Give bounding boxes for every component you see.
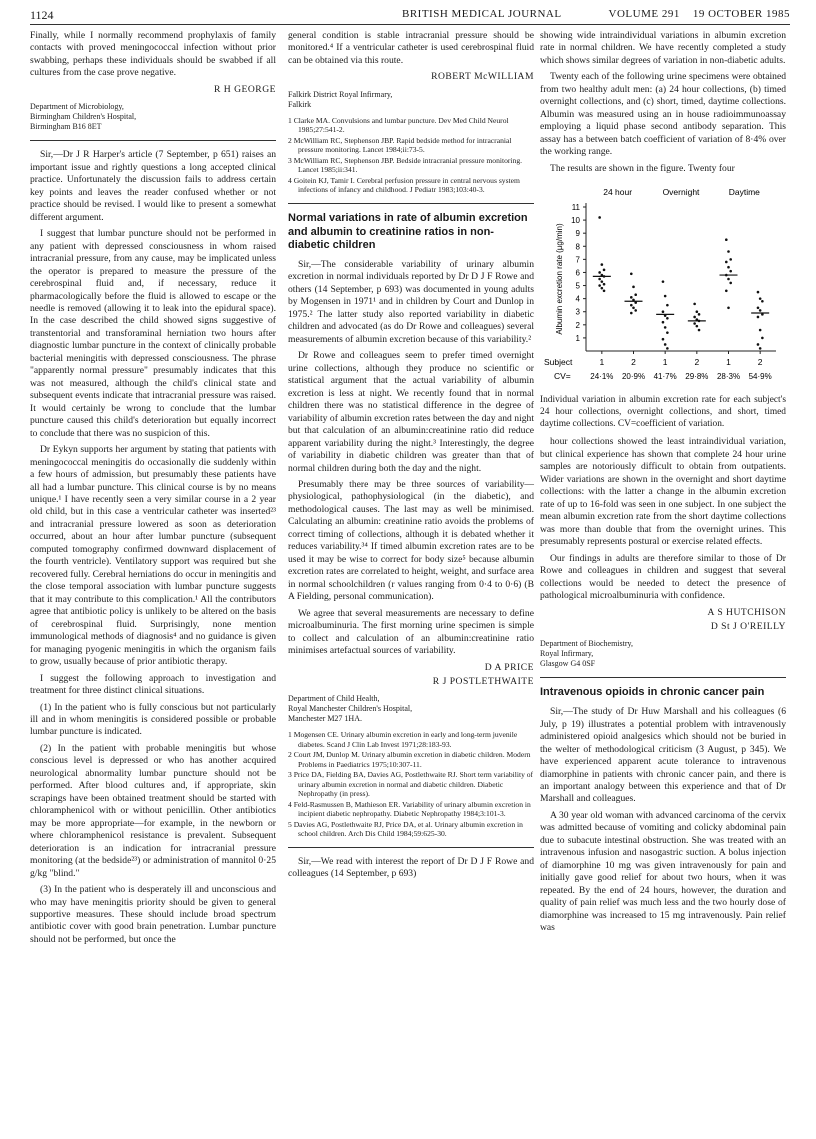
data-point xyxy=(630,304,633,307)
data-point xyxy=(662,280,665,283)
y-tick-label: 8 xyxy=(575,242,580,252)
paragraph: Dr Eykyn supports her argument by stating that patients with meningococcal meningitis do occasionally die suddenly within a few hours of admission, but presumably these patients have all had a lumbar puncture. This clinical course is by no means unique.¹ I have recently seen a very similar course in a 2 year old child, but in this case a ventricular catheter was inserted²³ and intracranial pressure lowered as soon as deterioration occurred, about an hour after lumbar puncture (subsequent computed tomography confirmed downward displacement of the fourth ventricle). Ventilatory support was required but she recovered fully. Cerebral herniations do occur in meningitis and the close temporal association with lumbar puncture suggests that it may contribute to this complication.¹ All the contributors agree that antibiotic policy is unlikely to be altered on the basis of cerebrospinal fluid. Surprisingly, none mention immunological methods of diagnosis⁴ and no guidance is given for managing pyogenic meningitis in which the organism fails to grow, usually because of prior antibiotic therapy. xyxy=(30,444,276,668)
data-point xyxy=(725,239,728,242)
reference: 4 Goitein KJ, Tamir I. Cerebral perfusion pressure in central nervous system infections of infancy and childhood. J Pediatr 1983;103:40-3. xyxy=(288,175,520,195)
paragraph: Twenty each of the following urine specimens were obtained from two healthy adult men: (a) 24 hour collections, (b) timed overnight collections, and (c) short, timed, daytime collections. Albumin was measured using an in house radioimmunoassay employing a liquid phase second antibody separation. This assay has a between batch coefficient of variation of 8·4% over the working range. xyxy=(540,71,786,158)
y-tick-label: 9 xyxy=(575,229,580,239)
subject-label: 1 xyxy=(726,357,731,368)
data-point xyxy=(757,307,760,310)
paragraph: Presumably there may be three sources of variability—physiological, pathophysiological (in the diabetic), and methodological causes. The last may as well be minimised. Calculating an albumin: creatinine ratio avoids the problems of correct timing of collections, although it is debated whether it reduces variability.³⁴ If timed albumin excretion rates are to be used it may be wise to correct for body size⁵ because albumin excretion rates are correlated to height, weight, and surface area in normal schoolchildren (r values ranging from 0·4 to 0·6) (B A Fielding, personal communication). xyxy=(288,478,534,603)
paragraph: (3) In the patient who is desperately ill and unconscious and who may have meningitis priority should be given to general supportive measures. These should include broad spectrum antibiotic cover with good brain penetration. Lumbar puncture should not be performed, but once the xyxy=(30,884,276,945)
paragraph: general condition is stable intracranial pressure should be monitored.⁴ If a ventricular catheter is used cerebrospinal fluid can be obtained via this route. xyxy=(288,30,534,66)
data-point xyxy=(761,337,764,340)
column-2 xyxy=(288,30,534,885)
data-point xyxy=(757,291,760,294)
scatter-chart xyxy=(540,179,786,393)
reference: 3 McWilliam RC, Stephenson JBP. Bedside intracranial pressure monitoring. Lancet 1985;ii:341. xyxy=(288,155,523,175)
data-point xyxy=(662,311,665,314)
data-point xyxy=(598,271,601,274)
data-point xyxy=(601,263,604,266)
data-point xyxy=(598,278,601,281)
data-point xyxy=(666,332,669,335)
signature: D St J O'REILLY xyxy=(710,620,786,632)
data-point xyxy=(757,343,760,346)
y-tick-label: 6 xyxy=(575,268,580,278)
paragraph: Sir,—The considerable variability of urinary albumin excretion in normal individuals reported by Dr D J F Rowe and others (14 September, p 693) was documented in young adults by Mogensen in 1971¹ and in children by Court and Dunlop in 1975.² The latter study also reported variability in diabetic children and advocated (as do Dr Rowe and colleagues) several measurements of albumin excretion because of this variability.² xyxy=(288,259,534,345)
figure-caption: Individual variation in albumin excretion rate for each subject's 24 hour collections, overnight collections, and short, timed daytime collections. CV=coefficient of variation. xyxy=(540,395,786,429)
data-point xyxy=(664,326,667,329)
reference-list xyxy=(288,116,534,195)
data-point xyxy=(630,273,633,276)
data-point xyxy=(693,316,696,319)
paragraph: We agree that several measurements are necessary to define microalbuminuria. The first morning urine specimen is simple to collect and calculation of an albumin:creatinine ratio minimises artefactual sources of variability. xyxy=(288,607,534,657)
data-point xyxy=(729,282,732,285)
y-tick-label: 2 xyxy=(575,320,580,330)
cv-value: 24·1% xyxy=(590,372,614,382)
reference: 4 Feld-Rasmussen B, Mathieson ER. Variability of urinary albumin excretion in incipient diabetic nephropathy. Diabetic Nephropathy 1984;3:101-3. xyxy=(288,799,531,819)
signature: A S HUTCHISON xyxy=(707,606,786,618)
issue-info: VOLUME 291 19 OCTOBER 1985 xyxy=(608,8,790,20)
data-point xyxy=(603,283,606,286)
data-point xyxy=(729,258,732,261)
subject-label: 1 xyxy=(662,357,668,368)
article-heading: Intravenous opioids in chronic cancer pain xyxy=(540,686,765,699)
paragraph: Sir,—Dr J R Harper's article (7 September, p 651) raises an important issue and rightly questions a long accepted clinical practice. Unfortunately the discussion fails to address certain key points and leaves the reader confused whether or not practice should be revised. I would like to present a somewhat different argument. xyxy=(30,149,276,223)
paragraph: A 30 year old woman with advanced carcinoma of the cervix was admitted because of vomiting and colicky abdominal pain due to subacute intestinal obstruction. She was treated with an intravenous infusion and nasogastric suction. A bolus injection of diamorphine 10 mg was given intravenously for pain and initially gave good relief for about two hours, when it was repeated. By the end of 24 hours, however, the duration and quality of pain relief was much less and the two hourly dose of diamorphine was increased to 15 mg intravenously. Pain relief was xyxy=(540,809,786,934)
running-header xyxy=(30,6,790,25)
data-point xyxy=(729,270,732,273)
data-point xyxy=(693,303,696,306)
subject-label: 1 xyxy=(599,357,605,368)
signature: ROBERT McWILLIAM xyxy=(431,71,534,83)
data-point xyxy=(664,343,667,346)
data-point xyxy=(727,266,730,269)
data-point xyxy=(603,290,606,293)
cv-value: 29·8% xyxy=(685,372,709,382)
data-point xyxy=(759,347,762,350)
group-label: 24 hour xyxy=(603,187,633,198)
address: Department of Microbiology, Birmingham Children's Hospital, Birmingham B16 8ET xyxy=(30,102,137,132)
y-tick-label: 11 xyxy=(571,203,580,213)
data-point xyxy=(727,250,730,253)
data-point xyxy=(727,307,730,310)
data-point xyxy=(759,309,762,312)
paragraph: showing wide intraindividual variations in albumin excretion rate in normal children. We have recently completed a study which shows similar degrees of variation in non-diabetic adults. xyxy=(540,30,786,66)
data-point xyxy=(698,329,701,332)
data-point xyxy=(696,325,699,328)
reference: 1 Mogensen CE. Urinary albumin excretion in early and long-term juvenile diabetes. Scand J Clin Lab Invest 1971;28:183-93. xyxy=(288,730,518,749)
paragraph: Our findings in adults are therefore similar to those of Dr Rowe and colleagues in children and suggest that several collections would be needed to detect the presence of pathological microalbuminuria with confidence. xyxy=(540,552,786,602)
page-number: 1124 xyxy=(30,8,54,22)
address: Falkirk District Royal Infirmary, Falkirk xyxy=(288,89,393,109)
data-point xyxy=(666,304,669,307)
data-point xyxy=(666,317,669,320)
y-axis-label: Albumin excretion rate (µg/min) xyxy=(555,223,564,335)
divider xyxy=(288,203,534,204)
paragraph: Finally, while I normally recommend prophylaxis of family contacts with proved meningococcal infection without prior swabbing, perhaps these individuals should be swabbed if all cultures from the case prove negative. xyxy=(30,30,276,79)
paragraph: Dr Rowe and colleagues seem to prefer timed overnight urine collections, although they produce no scientific or statistical argument that the actual variability of albumin excretion is less at night. We recently found that in normal children there was no statistical difference in the degree of variability of albumin excretion rates between the day and night but that calculation of an albumin:creatinine ratio did reduce apparent variability during the night.³ Interestingly, the degree of variability in diabetic children was greater than that of normal children during both the day and the night. xyxy=(288,350,534,474)
albumin-figure xyxy=(540,179,786,393)
group-label: Overnight xyxy=(662,187,700,198)
reference-list xyxy=(288,730,534,838)
data-point xyxy=(696,311,699,314)
y-tick-label: 1 xyxy=(575,334,580,344)
signature: R J POSTLETHWAITE xyxy=(432,676,534,687)
group-label: Daytime xyxy=(728,187,760,198)
y-tick-label: 7 xyxy=(575,255,580,265)
data-point xyxy=(698,313,701,316)
data-point xyxy=(757,316,760,319)
data-point xyxy=(759,297,762,300)
reference: 2 McWilliam RC, Stephenson JBP. Rapid bedside method for intracranial pressure monitoring. Lancet 1984;ii:73-5. xyxy=(288,135,512,155)
address: Department of Biochemistry, Royal Infirmary, Glasgow G4 0SF xyxy=(540,639,634,669)
y-tick-label: 4 xyxy=(575,294,580,304)
data-point xyxy=(601,280,604,283)
data-point xyxy=(630,312,633,315)
subject-label: 2 xyxy=(694,357,700,368)
paragraph: The results are shown in the figure. Twenty four xyxy=(550,162,735,174)
paragraph: hour collections showed the least intraindividual variation, but clinical experience has shown that complete 24 hour urine samples are notoriously difficult to obtain from outpatients. Wider variations are shown in the overnight and short daytime collections: with the latter a change in the albumin excretion rate of up to 16-fold was seen in one subject. In one subject the mean albumin excretion rate from the short daytime collections was more than double that from the overnight urines. This presumably represents postural or exercise related effects. xyxy=(540,436,786,548)
data-point xyxy=(632,286,635,289)
reference: 3 Price DA, Fielding BA, Davies AG, Postlethwaite RJ. Short term variability of urinary albumin excretion in normal and diabetic children. Diabetic Nephropathy (in press). xyxy=(288,770,534,799)
data-point xyxy=(632,307,635,310)
data-point xyxy=(603,269,606,272)
reference: 1 Clarke MA. Convulsions and lumbar puncture. Dev Med Child Neurol 1985;27:541-2. xyxy=(288,115,509,135)
data-point xyxy=(725,261,728,264)
journal-title: BRITISH MEDICAL JOURNAL xyxy=(402,8,562,20)
paragraph: I suggest the following approach to investigation and treatment for three distinct clinical situations. xyxy=(30,672,276,697)
address: Department of Child Health, Royal Manchester Children's Hospital, Manchester M27 1HA. xyxy=(288,694,413,724)
data-point xyxy=(727,278,730,281)
divider xyxy=(288,847,534,848)
reference: 5 Davies AG, Postlethwaite RJ, Price DA, et al. Urinary albumin excretion in school children. Arch Dis Child 1984;59:625-30. xyxy=(288,819,523,839)
divider xyxy=(540,677,786,678)
subject-axis-label: Subject xyxy=(544,357,573,368)
data-point xyxy=(761,300,764,303)
signature: D A PRICE xyxy=(484,661,534,673)
data-point xyxy=(598,284,601,287)
cv-value: 28·3% xyxy=(716,372,741,382)
subject-label: 2 xyxy=(757,357,763,368)
data-point xyxy=(634,309,637,312)
paragraph: I suggest that lumbar puncture should not be performed in any patient with depressed consciousness in whom raised intracranial pressure, from any cause, may be implicated unless the operator is prepared to measure the pressure of the cerebrospinal fluid and, if necessary, reduce it pharmacologically before the fluid is allowed to escape or the needle is removed (allowing it to leak into the epidural space). In the case described the child showed signs suggestive of transtentorial and transforaminal herniation two hours after diagnostic lumbar puncture in the context of clinically probable bacterial meningitis with depressed consciousness. The phrase "apparently normal pressure" presumably indicates that this was not measured, although the child's clinical state and subsequent events indicate that intracranial pressure was raised. It would certainly be wrong to conclude that the lumbar puncture caused this child's deterioration but equally incorrect to conclude that there was no suspicion of this. xyxy=(30,228,276,439)
data-point xyxy=(601,287,604,290)
column-3 xyxy=(540,30,786,939)
cv-value: 54·9% xyxy=(748,372,772,382)
subject-label: 2 xyxy=(631,357,636,368)
data-point xyxy=(598,216,601,219)
data-point xyxy=(662,321,665,324)
y-tick-label: 10 xyxy=(571,216,580,226)
data-point xyxy=(759,329,762,332)
data-point xyxy=(662,338,665,341)
data-point xyxy=(630,296,633,299)
data-point xyxy=(634,294,637,297)
signature: R H GEORGE xyxy=(213,83,276,95)
data-point xyxy=(666,347,669,350)
data-point xyxy=(693,322,696,325)
cv-label: CV= xyxy=(554,371,571,382)
paragraph: (1) In the patient who is fully conscious but not particularly ill and in whom meningitis is considered possible or probable lumbar puncture is indicated. xyxy=(30,701,276,738)
cv-value: 41·7% xyxy=(653,372,677,382)
paragraph: Sir,—We read with interest the report of Dr D J F Rowe and colleagues (14 September, p 693) xyxy=(288,855,534,880)
paragraph: Sir,—The study of Dr Huw Marshall and his colleagues (6 July, p 19) illustrates a potential problem with intravenously administered opioid analgesics which should not be buried in the welter of methodological criticism (3 August, p 345). We have experienced apparent acute tolerance to intravenous diamorphine in patients with chronic cancer pain, and there is an important analogy between this experience and that of Dr Marshall and colleagues. xyxy=(540,706,786,805)
reference: 2 Court JM, Dunlop M. Urinary albumin excretion in diabetic children. Modern Problems in Paediatrics 1975;10:307-11. xyxy=(288,750,531,769)
article-heading: Normal variations in rate of albumin excretion and albumin to creatinine ratios in non-diabetic children xyxy=(288,211,528,252)
y-tick-label: 3 xyxy=(575,307,580,317)
data-point xyxy=(664,295,667,298)
cv-value: 20·9% xyxy=(621,372,646,382)
data-point xyxy=(725,290,728,293)
paragraph: (2) In the patient with probable meningitis but whose conscious level is depressed or who has another acquired neurological abnormality lumbar puncture should not be performed. After blood cultures and, if appropriate, skin scrapings have been obtained treatment should be started with chloramphenicol with or without penicillin. Other antibiotics may be more appropriate—for example, in the newborn or where chloramphenicol resistance is prevalent. Subsequent deterioration is an indication for intracranial pressure monitoring (at the bedside²³) or administration of mannitol 0·25 g/kg "blind." xyxy=(30,742,276,879)
divider xyxy=(30,140,276,141)
y-tick-label: 5 xyxy=(575,281,580,291)
column-1 xyxy=(30,30,276,950)
